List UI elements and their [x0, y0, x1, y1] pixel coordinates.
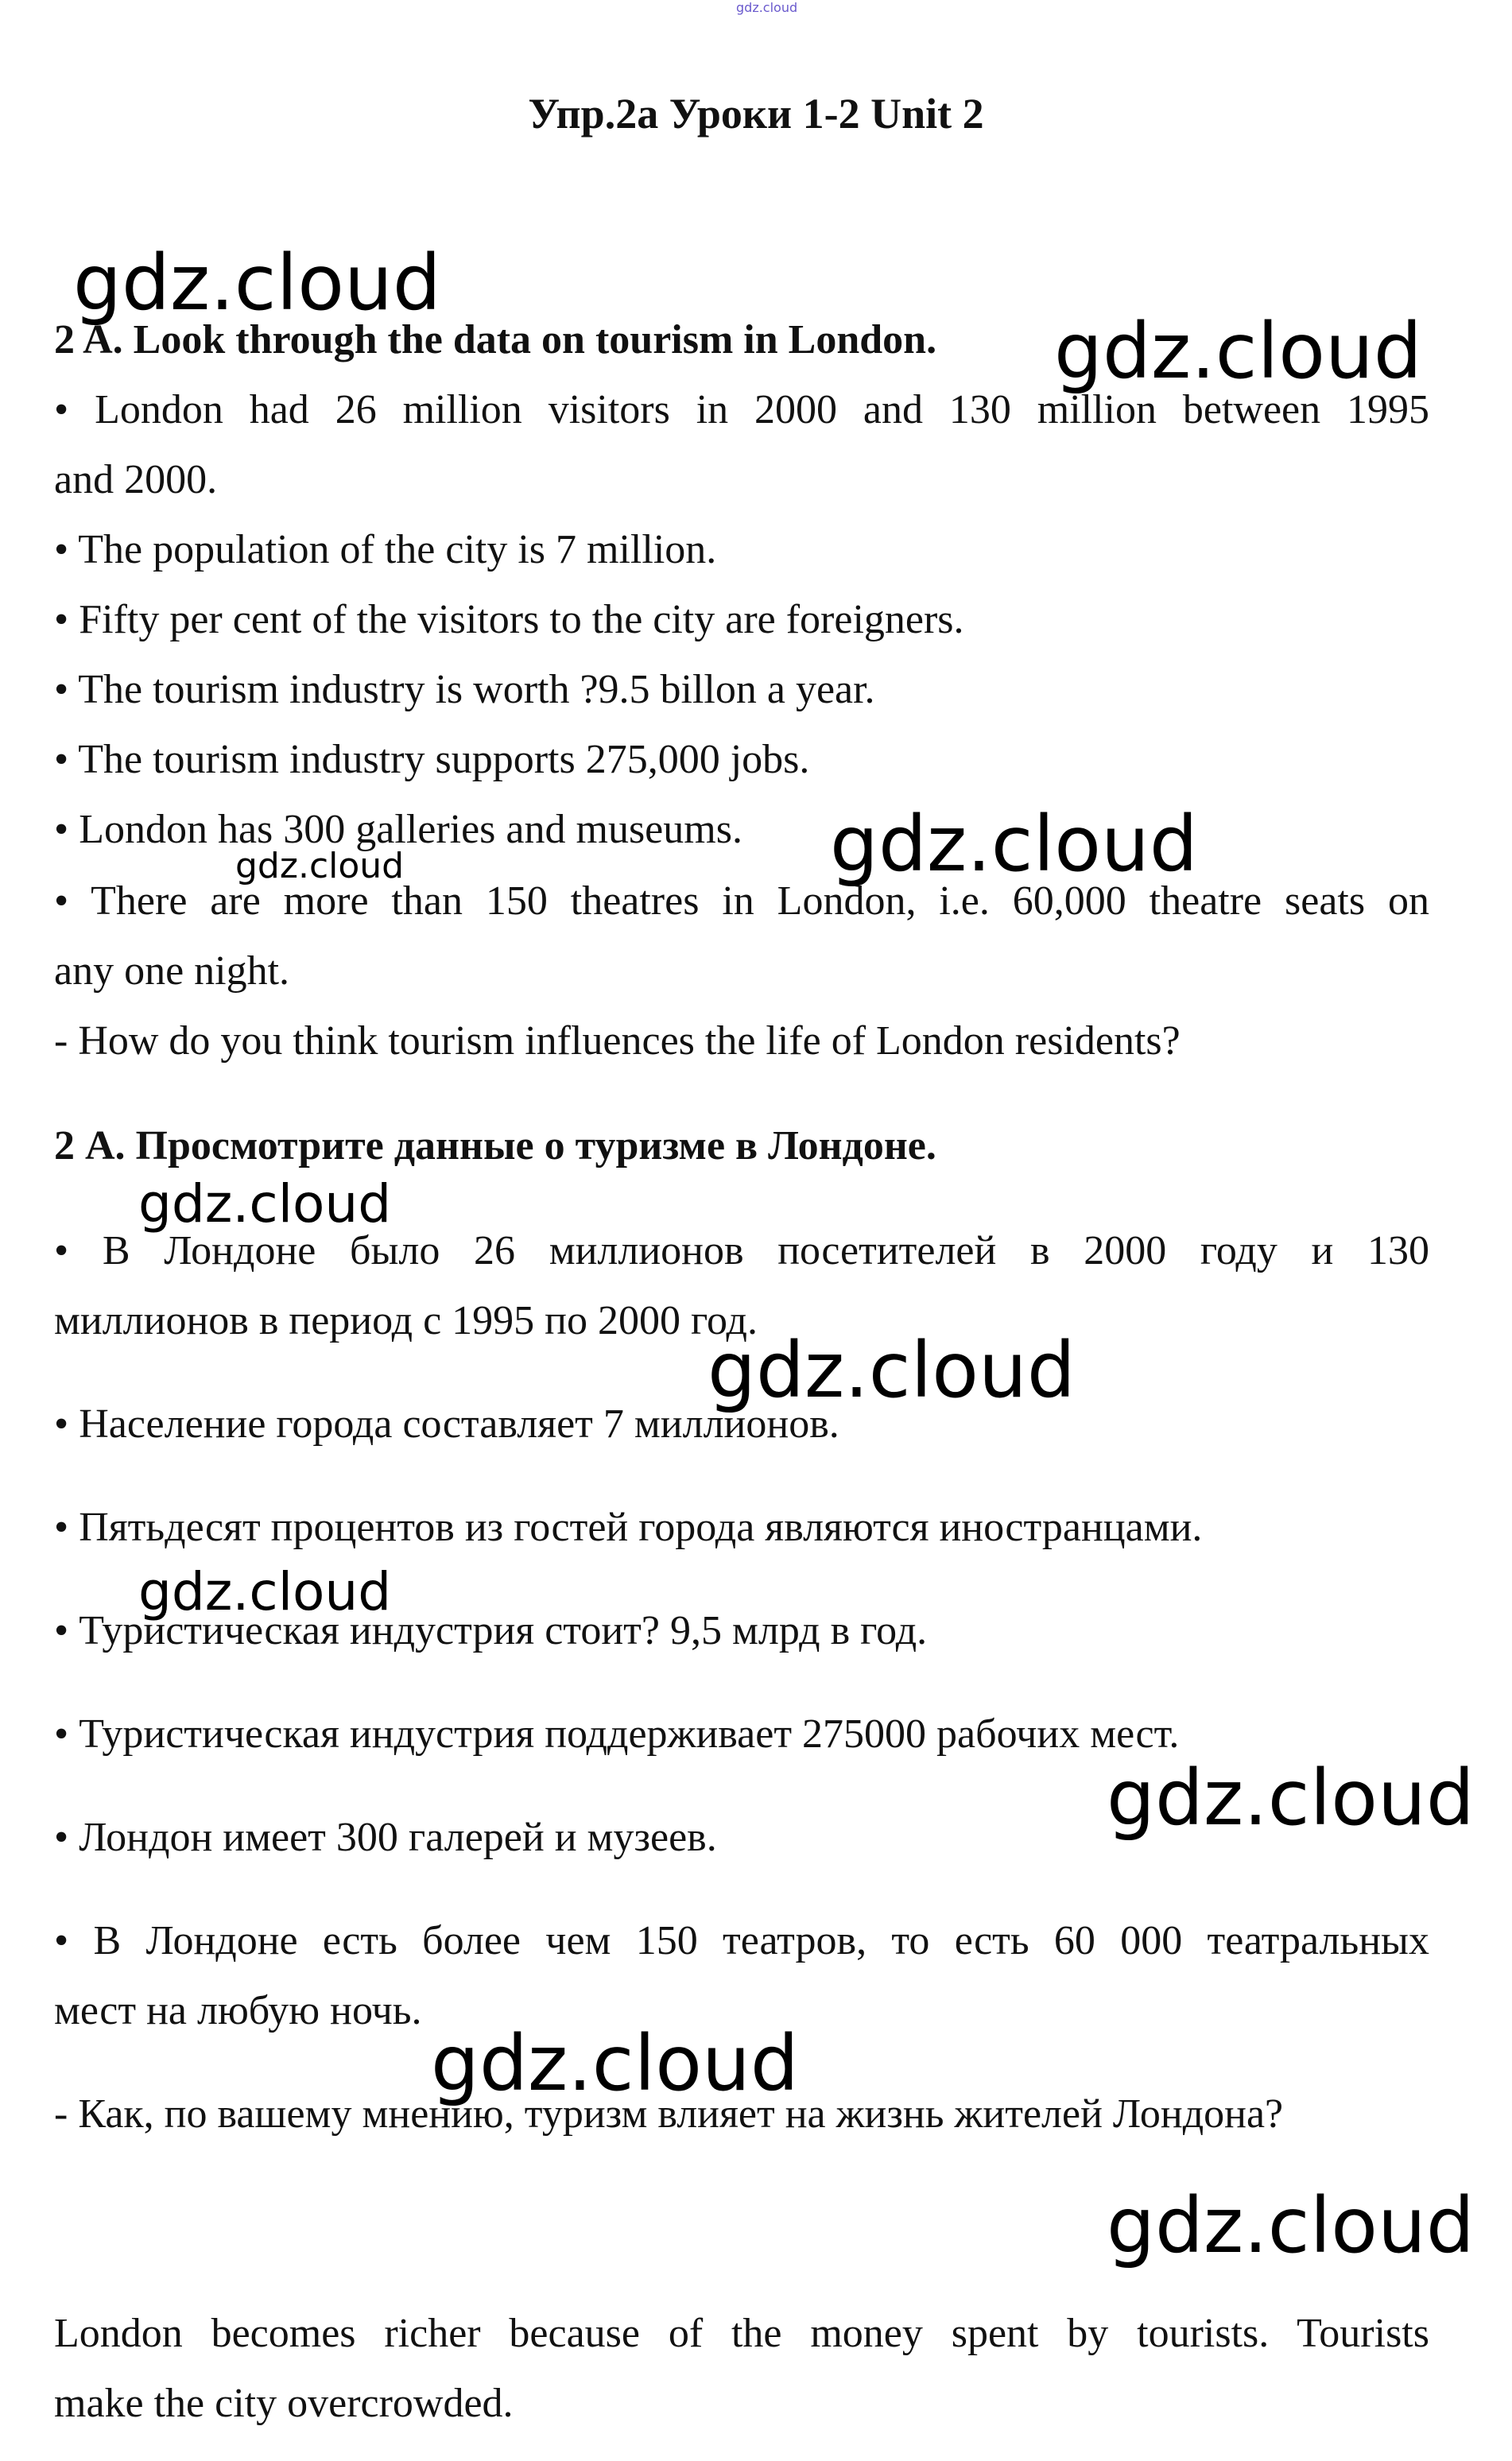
watermark: gdz.cloud — [138, 1561, 392, 1622]
russian-line: • Лондон имеет 300 галерей и музеев. — [54, 1815, 717, 1860]
russian-line: • В Лондоне было 26 миллионов посетителей в 2000 году и 130 — [54, 1228, 1429, 1273]
english-line: any one night. — [54, 948, 290, 994]
russian-line: • Туристическая индустрия поддерживает 275000 рабочих мест. — [54, 1711, 1180, 1757]
english-line: • The tourism industry supports 275,000 jobs. — [54, 737, 810, 782]
answer-line: make the city overcrowded. — [54, 2381, 514, 2426]
english-line: - How do you think tourism influences the life of London residents? — [54, 1018, 1181, 1064]
russian-line: миллионов в период с 1995 по 2000 год. — [54, 1298, 758, 1343]
header-watermark: gdz.cloud — [736, 0, 798, 15]
watermark: gdz.cloud — [1107, 2181, 1475, 2270]
russian-line: • В Лондоне есть более чем 150 театров, то есть 60 000 театральных — [54, 1918, 1429, 1963]
watermark: gdz.cloud — [235, 846, 405, 886]
russian-line: • Пятьдесят процентов из гостей города являются иностранцами. — [54, 1505, 1203, 1550]
english-line: • London has 300 galleries and museums. — [54, 807, 742, 852]
english-line: • Fifty per cent of the visitors to the city are foreigners. — [54, 597, 964, 642]
russian-heading: 2 А. Просмотрите данные о туризме в Лондоне. — [54, 1123, 936, 1168]
russian-line: • Туристическая индустрия стоит? 9,5 млрд в год. — [54, 1608, 928, 1653]
english-line: • London had 26 million visitors in 2000 and 130 million between 1995 — [54, 387, 1429, 432]
russian-line: • Население города составляет 7 миллионов. — [54, 1401, 839, 1447]
russian-line: - Как, по вашему мнению, туризм влияет на жизнь жителей Лондона? — [54, 2091, 1284, 2137]
watermark: gdz.cloud — [73, 238, 441, 327]
english-line: • The population of the city is 7 million. — [54, 527, 717, 572]
watermark: gdz.cloud — [138, 1173, 392, 1234]
watermark: gdz.cloud — [1107, 1754, 1475, 1843]
english-line: • There are more than 150 theatres in London, i.e. 60,000 theatre seats on — [54, 878, 1429, 924]
watermark: gdz.cloud — [708, 1326, 1076, 1415]
russian-line: мест на любую ночь. — [54, 1988, 422, 2033]
english-heading: 2 A. Look through the data on tourism in London. — [54, 317, 937, 362]
answer-line: London becomes richer because of the money spent by tourists. Tourists — [54, 2311, 1429, 2356]
watermark: gdz.cloud — [431, 2019, 799, 2108]
watermark: gdz.cloud — [830, 800, 1198, 889]
page-title: Упр.2а Уроки 1-2 Unit 2 — [528, 90, 984, 138]
watermark: gdz.cloud — [1054, 307, 1422, 396]
english-line: • The tourism industry is worth ?9.5 billon a year. — [54, 667, 875, 712]
english-line: and 2000. — [54, 457, 218, 502]
